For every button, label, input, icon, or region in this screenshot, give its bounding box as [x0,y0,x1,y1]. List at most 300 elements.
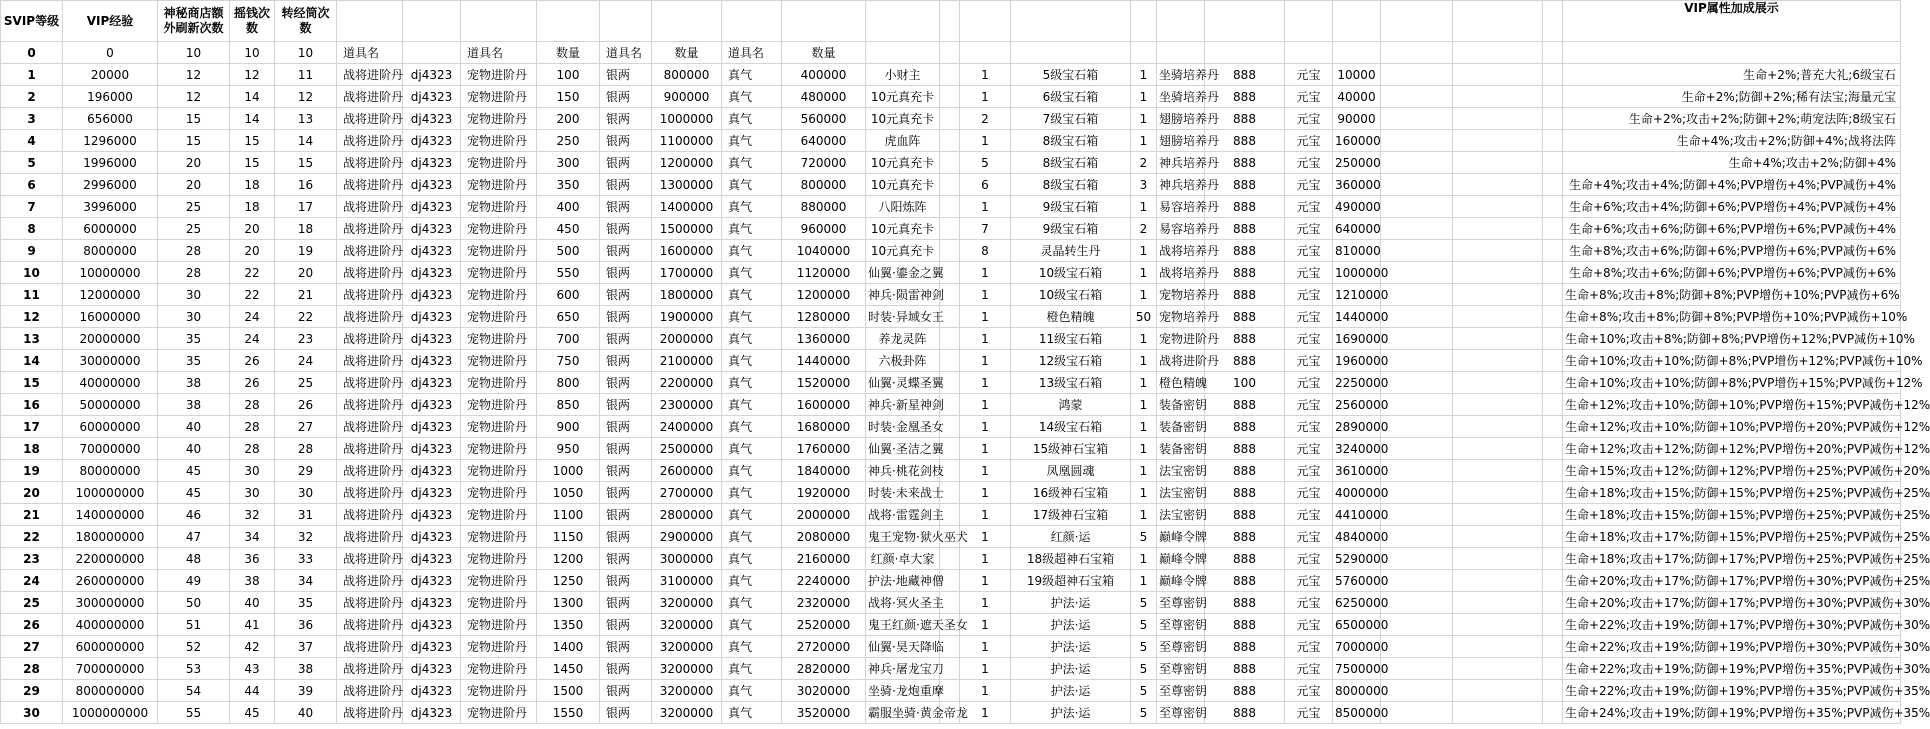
table-cell: 2720000 [782,636,866,658]
table-cell: 400 [537,196,600,218]
table-cell: 15 [230,152,275,174]
table-cell: 11 [275,64,337,86]
table-cell [1453,658,1543,680]
table-cell: 法宝密钥 [1157,460,1205,482]
table-cell: 51 [158,614,230,636]
table-cell: 55 [158,702,230,724]
table-cell [1543,350,1563,372]
table-cell: 1 [1131,482,1157,504]
table-cell: 28 [230,394,275,416]
header-cell [1157,1,1205,42]
table-cell: 道具名 [461,42,537,64]
table-cell: 银两 [600,460,652,482]
table-cell: dj4323 [403,306,461,328]
table-cell: 40000 [1333,86,1381,108]
table-cell [1381,262,1453,284]
table-cell: 元宝 [1285,548,1333,570]
table-cell [1543,702,1563,724]
table-cell: 战将进阶丹 [337,240,403,262]
table-cell: 战将进阶丹 [337,196,403,218]
table-cell: 至尊密钥 [1157,592,1205,614]
table-cell: 1000000 [1333,262,1381,284]
table-cell [940,130,960,152]
table-cell: 27 [275,416,337,438]
table-cell: 888 [1205,614,1285,636]
table-cell: 2 [1131,218,1157,240]
table-cell: 1 [960,196,1011,218]
table-cell: 888 [1205,350,1285,372]
table-cell: 真气 [722,64,782,86]
table-cell: 宠物进阶丹 [461,416,537,438]
table-cell [1453,702,1543,724]
table-cell: 宠物进阶丹 [461,328,537,350]
table-cell: dj4323 [403,460,461,482]
table-cell: 凤凰圆魂 [1011,460,1131,482]
table-cell [1453,438,1543,460]
table-cell: 1280000 [782,306,866,328]
table-cell: 888 [1205,130,1285,152]
table-cell: 800000 [782,174,866,196]
table-cell: 时装·未来战士 [866,482,940,504]
table-cell: 40 [158,438,230,460]
table-cell: 3100000 [652,570,722,592]
table-cell: 25 [1,592,63,614]
table-cell: 888 [1205,108,1285,130]
table-cell: 90000 [1333,108,1381,130]
table-cell: 14 [230,108,275,130]
table-cell: 24 [275,350,337,372]
table-cell: 38 [158,394,230,416]
table-cell: 战将进阶丹 [337,306,403,328]
table-cell: 29 [1,680,63,702]
table-cell: 1920000 [782,482,866,504]
table-cell: 40 [158,416,230,438]
table-cell: 银两 [600,350,652,372]
table-cell: 宠物进阶丹 [461,636,537,658]
table-cell [1453,548,1543,570]
table-cell: 5 [1131,680,1157,702]
table-cell: 5290000 [1333,548,1381,570]
table-cell: 1 [960,306,1011,328]
table-cell: 700 [537,328,600,350]
table-cell: 真气 [722,306,782,328]
table-cell: 战将进阶丹 [337,218,403,240]
table-cell: 888 [1205,196,1285,218]
table-cell: 生命+4%;攻击+4%;防御+4%;PVP增伤+4%;PVP减伤+4% [1563,174,1901,196]
table-cell [1381,240,1453,262]
header-cell [1285,1,1333,42]
table-cell: 28 [230,416,275,438]
table-cell: dj4323 [403,592,461,614]
table-cell [1543,680,1563,702]
table-cell: 28 [275,438,337,460]
table-cell: 1200000 [652,152,722,174]
table-cell: 元宝 [1285,218,1333,240]
table-cell: 时装·异域女王 [866,306,940,328]
table-cell [1381,218,1453,240]
table-cell: 1 [1131,372,1157,394]
table-cell: 战将进阶丹 [337,152,403,174]
table-cell: 10元真充卡 [866,108,940,130]
table-row [1,218,1901,240]
table-cell [1381,504,1453,526]
table-cell: 元宝 [1285,614,1333,636]
table-cell [1381,570,1453,592]
table-cell [1543,416,1563,438]
table-cell: dj4323 [403,636,461,658]
table-cell: 10级宝石箱 [1011,262,1131,284]
table-cell: 生命+22%;攻击+19%;防御+19%;PVP增伤+35%;PVP减伤+35% [1563,680,1901,702]
table-cell: 5 [1131,702,1157,724]
header-cell [722,1,782,42]
table-cell: 3 [1131,174,1157,196]
table-cell [940,42,960,64]
table-cell [1453,636,1543,658]
table-cell: 1 [960,548,1011,570]
table-cell: 6级宝石箱 [1011,86,1131,108]
table-cell: 1 [960,328,1011,350]
table-cell: 6000000 [63,218,158,240]
table-cell: 12000000 [63,284,158,306]
table-cell: 20000000 [63,328,158,350]
table-cell: 1760000 [782,438,866,460]
table-cell: 30 [158,306,230,328]
table-cell: 8 [960,240,1011,262]
table-cell: 300 [537,152,600,174]
table-cell: 17 [1,416,63,438]
table-cell [1381,108,1453,130]
table-cell: 元宝 [1285,570,1333,592]
header-cell: 转经筒次数 [275,1,337,42]
table-cell: 生命+2%;攻击+2%;防御+2%;萌宠法阵;8级宝石 [1563,108,1901,130]
table-cell: 法宝密钥 [1157,482,1205,504]
table-cell [1543,196,1563,218]
table-cell: 1 [960,130,1011,152]
table-cell: 2400000 [652,416,722,438]
table-cell: 战将进阶丹 [337,108,403,130]
table-cell: 银两 [600,152,652,174]
table-cell [1131,42,1157,64]
table-cell: 护法·运 [1011,614,1131,636]
table-cell: 1100 [537,504,600,526]
table-row [1,482,1901,504]
table-cell: 生命+12%;攻击+12%;防御+12%;PVP增伤+20%;PVP减伤+12% [1563,438,1901,460]
table-cell: 战将进阶丹 [337,702,403,724]
table-cell: 1600000 [782,394,866,416]
table-cell: 7级宝石箱 [1011,108,1131,130]
table-cell: 11 [1,284,63,306]
table-cell: 至尊密钥 [1157,658,1205,680]
table-cell: 战将进阶丹 [337,504,403,526]
table-cell: 28 [1,658,63,680]
header-cell: SVIP等级 [1,1,63,42]
table-cell: 888 [1205,174,1285,196]
table-cell: 54 [158,680,230,702]
table-cell: 50 [158,592,230,614]
table-cell: 2080000 [782,526,866,548]
table-cell: 47 [158,526,230,548]
table-cell: 银两 [600,570,652,592]
table-cell [940,174,960,196]
table-cell [1381,196,1453,218]
table-cell: 26 [275,394,337,416]
table-cell: 8000000 [1333,680,1381,702]
table-cell: dj4323 [403,702,461,724]
table-cell: 2560000 [1333,394,1381,416]
table-cell: 鬼王宠物·狱火巫犬 [866,526,940,548]
table-cell: 银两 [600,636,652,658]
header-cell: 摇钱次数 [230,1,275,42]
table-cell: 888 [1205,570,1285,592]
table-row [1,86,1901,108]
table-cell [1381,548,1453,570]
table-cell: 5 [1131,526,1157,548]
table-cell: 银两 [600,196,652,218]
table-cell: 1 [1131,262,1157,284]
table-cell: 2520000 [782,614,866,636]
table-cell [1543,240,1563,262]
header-cell [652,1,722,42]
table-cell: 5级宝石箱 [1011,64,1131,86]
table-cell [1381,350,1453,372]
table-cell [1453,42,1543,64]
table-cell: 1 [1131,416,1157,438]
table-cell: dj4323 [403,504,461,526]
table-cell [1453,328,1543,350]
table-cell: 12 [275,86,337,108]
table-cell: 1450 [537,658,600,680]
table-cell: 生命+22%;攻击+19%;防御+17%;PVP增伤+30%;PVP减伤+30% [1563,614,1901,636]
table-cell: 10元真充卡 [866,240,940,262]
table-cell: 18 [275,218,337,240]
table-cell: 坐骑·龙炮重摩 [866,680,940,702]
header-cell [461,1,537,42]
header-cell: 神秘商店额外刷新次数 [158,1,230,42]
table-cell [1543,438,1563,460]
table-cell: 巅峰令牌 [1157,526,1205,548]
table-cell: 200 [537,108,600,130]
table-cell: 888 [1205,548,1285,570]
table-cell: 宠物进阶丹 [461,460,537,482]
table-cell: dj4323 [403,262,461,284]
table-cell: 真气 [722,636,782,658]
table-cell: 26 [230,350,275,372]
table-cell: 24 [230,306,275,328]
table-row [1,262,1901,284]
table-cell: 20000 [63,64,158,86]
table-cell: 坐骑培养丹 [1157,64,1205,86]
table-cell: 八阳炼阵 [866,196,940,218]
table-cell [1205,42,1285,64]
table-cell: 3520000 [782,702,866,724]
table-cell: 真气 [722,372,782,394]
table-cell: 0 [63,42,158,64]
table-cell: 生命+6%;攻击+4%;防御+6%;PVP增伤+4%;PVP减伤+4% [1563,196,1901,218]
table-cell: 20 [1,482,63,504]
table-row [1,438,1901,460]
table-cell: 12级宝石箱 [1011,350,1131,372]
table-cell [940,196,960,218]
table-cell: 3200000 [652,680,722,702]
table-cell [1543,548,1563,570]
header-cell [960,1,1011,42]
table-cell: 宠物进阶丹 [461,438,537,460]
table-cell: 22 [275,306,337,328]
table-cell: 29 [275,460,337,482]
table-cell: 2800000 [652,504,722,526]
table-cell: 9 [1,240,63,262]
table-cell: 真气 [722,262,782,284]
table-cell: 护法·运 [1011,658,1131,680]
table-cell: dj4323 [403,526,461,548]
table-cell [1543,152,1563,174]
table-cell: 48 [158,548,230,570]
table-cell [1453,218,1543,240]
table-cell: 4 [1,130,63,152]
table-cell: 7500000 [1333,658,1381,680]
table-row [1,108,1901,130]
table-row [1,460,1901,482]
table-cell: 888 [1205,328,1285,350]
table-cell: 600000000 [63,636,158,658]
table-cell: 仙翼·昊天降临 [866,636,940,658]
table-cell: 32 [230,504,275,526]
table-cell: 1296000 [63,130,158,152]
table-cell: 1 [960,482,1011,504]
table-cell [1453,64,1543,86]
table-cell: 护法·运 [1011,680,1131,702]
header-cell [1131,1,1157,42]
table-cell [1543,262,1563,284]
table-cell: 宠物培养丹 [1157,306,1205,328]
table-cell: 战将进阶丹 [337,438,403,460]
table-cell: 巅峰令牌 [1157,548,1205,570]
table-cell: 1840000 [782,460,866,482]
table-cell: 2200000 [652,372,722,394]
table-cell: 888 [1205,64,1285,86]
header-row [1,1,1901,42]
header-cell: VIP属性加成展示 [1563,1,1901,42]
table-cell: 10 [230,42,275,64]
table-cell: 1 [1131,108,1157,130]
table-cell: 至尊密钥 [1157,614,1205,636]
table-cell: 5 [1131,614,1157,636]
table-cell: 生命+8%;攻击+8%;防御+8%;PVP增伤+10%;PVP减伤+10% [1563,306,1901,328]
table-cell: 6250000 [1333,592,1381,614]
table-cell [960,42,1011,64]
table-cell: 3240000 [1333,438,1381,460]
table-cell: 真气 [722,548,782,570]
table-cell: 银两 [600,614,652,636]
table-cell: 1 [960,416,1011,438]
table-cell: 44 [230,680,275,702]
header-cell [600,1,652,42]
table-cell: 生命+6%;攻击+6%;防御+6%;PVP增伤+6%;PVP减伤+4% [1563,218,1901,240]
table-cell: 38 [230,570,275,592]
table-cell: 神兵培养丹 [1157,152,1205,174]
table-cell: dj4323 [403,614,461,636]
table-cell: 888 [1205,86,1285,108]
table-cell: 220000000 [63,548,158,570]
table-cell: 银两 [600,592,652,614]
table-cell: 宠物进阶丹 [461,526,537,548]
table-cell [1543,108,1563,130]
table-cell: 3200000 [652,592,722,614]
table-cell: 950 [537,438,600,460]
table-cell: 10级宝石箱 [1011,284,1131,306]
table-cell: dj4323 [403,64,461,86]
table-cell: 720000 [782,152,866,174]
table-cell [1453,416,1543,438]
table-cell [1453,592,1543,614]
table-cell: 元宝 [1285,108,1333,130]
table-cell: 888 [1205,262,1285,284]
table-cell: 30 [230,482,275,504]
table-row [1,196,1901,218]
table-cell: 888 [1205,504,1285,526]
table-cell: 23 [1,548,63,570]
table-cell: 3200000 [652,636,722,658]
table-cell: 18 [230,196,275,218]
table-cell: 宠物进阶丹 [461,504,537,526]
table-cell: 1 [960,262,1011,284]
table-cell: 21 [275,284,337,306]
table-cell: 6 [960,174,1011,196]
table-cell: 850 [537,394,600,416]
table-cell: 656000 [63,108,158,130]
table-cell [940,218,960,240]
table-cell: 战将进阶丹 [337,372,403,394]
table-cell: 宠物进阶丹 [1157,328,1205,350]
table-cell: 20 [230,240,275,262]
table-cell [940,240,960,262]
table-cell: 生命+8%;攻击+8%;防御+8%;PVP增伤+10%;PVP减伤+6% [1563,284,1901,306]
table-cell: 888 [1205,460,1285,482]
table-cell [940,64,960,86]
table-cell: 19 [1,460,63,482]
table-cell: dj4323 [403,350,461,372]
table-cell: 18 [1,438,63,460]
table-cell: 500 [537,240,600,262]
table-cell: 1 [960,372,1011,394]
table-cell: 1440000 [1333,306,1381,328]
table-cell: 2996000 [63,174,158,196]
table-cell: 宠物进阶丹 [461,152,537,174]
table-cell [1381,284,1453,306]
table-cell: 25 [275,372,337,394]
table-cell [1543,394,1563,416]
table-cell: 1 [1131,394,1157,416]
table-cell: dj4323 [403,218,461,240]
table-cell: 战将进阶丹 [337,174,403,196]
table-cell: 银两 [600,262,652,284]
header-cell [940,1,960,42]
table-cell: 888 [1205,702,1285,724]
table-cell: 1 [960,284,1011,306]
table-cell: 35 [158,350,230,372]
table-cell: 5 [1131,592,1157,614]
table-cell: 2890000 [1333,416,1381,438]
table-cell [940,108,960,130]
table-cell: 至尊密钥 [1157,636,1205,658]
table-cell: 战将进阶丹 [337,460,403,482]
table-cell: 9级宝石箱 [1011,196,1131,218]
table-cell: 真气 [722,526,782,548]
table-cell: 810000 [1333,240,1381,262]
table-body [1,42,1930,724]
table-cell: 6500000 [1333,614,1381,636]
table-row [1,680,1901,702]
